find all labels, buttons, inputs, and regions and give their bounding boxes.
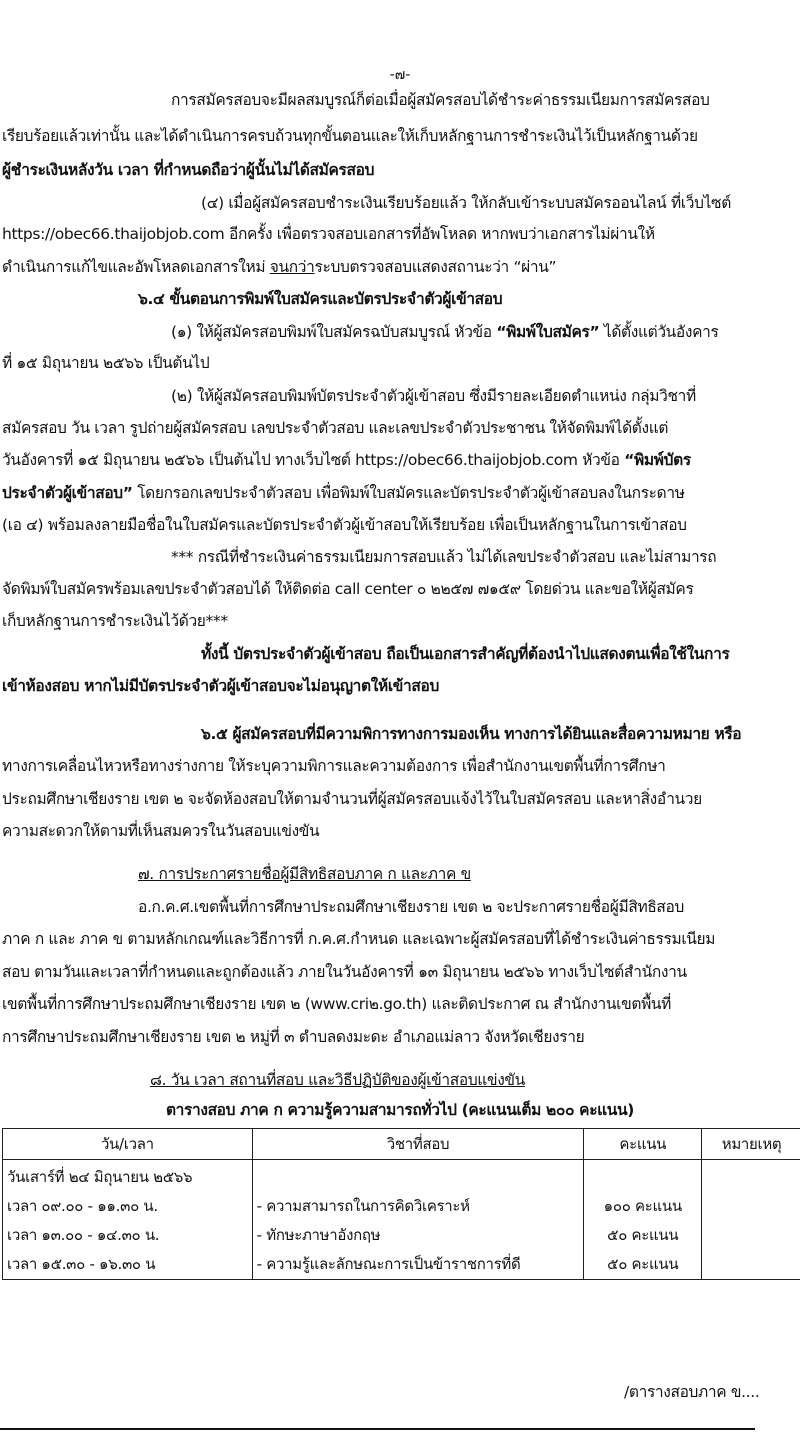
bold-text: ประจำตัวผู้เข้าสอบ” (2, 484, 133, 502)
paragraph-line (2, 481, 685, 505)
column-header-remark: หมายเหตุ (702, 1129, 800, 1160)
paragraph-line: ผู้ชำระเงินหลังวัน เวลา ที่กำหนดถือว่าผู้นั้นไม่ได้สมัครสอบ (2, 161, 375, 179)
paragraph-line: ทางการเคลื่อนไหวหรือทางร่างกาย ให้ระบุความพิการและความต้องการ เพื่อสำนักงานเขตพื้นที่การศึกษา (2, 757, 666, 775)
paragraph-line: ที่ ๑๕ มิถุนายน ๒๕๖๖ เป็นต้นไป (2, 354, 210, 372)
paragraph-line: เขตพื้นที่การศึกษาประถมศึกษาเชียงราย เขต ๒ (www.cri๒.go.th) และติดประกาศ ณ สำนักงานเขตพื้นที่ (2, 995, 672, 1013)
text-span: ระบบตรวจสอบแสดงสถานะว่า “ผ่าน” (314, 258, 557, 276)
table-bottom-border (3, 1279, 253, 1280)
table-bottom-border (584, 1279, 702, 1280)
exam-score: ๕๐ คะแนน (607, 1226, 679, 1244)
spacer (588, 1163, 697, 1192)
exam-subject: - ความรู้และลักษณะการเป็นข้าราชการที่ดี (256, 1255, 521, 1273)
datetime-cell (3, 1160, 253, 1280)
section-heading-7: ๗. การประกาศรายชื่อผู้มีสิทธิสอบภาค ก และภาค ข (138, 865, 471, 883)
table-bottom-border (702, 1279, 800, 1280)
remark-cell (702, 1160, 800, 1280)
score-cell (584, 1160, 702, 1280)
paragraph-line: ความสะดวกให้ตามที่เห็นสมควรในวันสอบแข่งขัน (2, 822, 320, 840)
section-heading-6-4: ๖.๔ ขั้นตอนการพิมพ์ใบสมัครและบัตรประจำตัวผู้เข้าสอบ (138, 290, 503, 308)
exam-time: เวลา ๑๕.๓๐ - ๑๖.๓๐ น (7, 1255, 156, 1273)
paragraph-line: เรียบร้อยแล้วเท่านั้น และได้ดำเนินการครบถ้วนทุกขั้นตอนและให้เก็บหลักฐานการชำระเงินไว้เป็นหลักฐานด้วย (2, 127, 698, 145)
column-header-score: คะแนน (584, 1129, 702, 1160)
exam-subject: - ทักษะภาษาอังกฤษ (256, 1226, 381, 1244)
paragraph-line: ภาค ก และ ภาค ข ตามหลักเกณฑ์และวิธีการที่ ก.ค.ศ.กำหนด และเฉพาะผู้สมัครสอบที่ได้ชำระเงินค่าธรรมเนียม (2, 930, 716, 948)
bold-text: “พิมพ์บัตร (624, 451, 691, 469)
bold-text: “พิมพ์ใบสมัคร” (496, 323, 600, 341)
exam-schedule-table (2, 1128, 800, 1280)
exam-score: ๕๐ คะแนน (607, 1255, 679, 1273)
paragraph-line: ทั้งนี้ บัตรประจำตัวผู้เข้าสอบ ถือเป็นเอกสารสำคัญที่ต้องนำไปแสดงตนเพื่อใช้ในการ (201, 645, 730, 663)
text-span: ดำเนินการแก้ไขและอัพโหลดเอกสารใหม่ (2, 258, 270, 276)
page-number: -๗- (389, 67, 411, 83)
paragraph-line: การศึกษาประถมศึกษาเชียงราย เขต ๒ หมู่ที่ ๓ ตำบลดงมะดะ อำเภอแม่ลาว จังหวัดเชียงราย (2, 1028, 585, 1046)
exam-time: เวลา ๐๙.๐๐ - ๑๑.๓๐ น. (7, 1197, 158, 1215)
text-span: (๑) ให้ผู้สมัครสอบพิมพ์ใบสมัครฉบับสมบูรณ์ หัวข้อ (171, 323, 497, 341)
paragraph-line: (๒) ให้ผู้สมัครสอบพิมพ์บัตรประจำตัวผู้เข้าสอบ ซึ่งมีรายละเอียดตำแหน่ง กลุ่มวิชาที่ (171, 387, 696, 405)
paragraph-line (171, 320, 718, 344)
exam-subject: - ความสามารถในการคิดวิเคราะห์ (256, 1197, 470, 1215)
paragraph-line: (เอ ๔) พร้อมลงลายมือชื่อในใบสมัครและบัตรประจำตัวผู้เข้าสอบให้เรียบร้อย เพื่อเป็นหลักฐานในการเข้าสอบ (2, 516, 687, 534)
text-span: โดยกรอกเลขประจำตัวสอบ เพื่อพิมพ์ใบสมัครและบัตรประจำตัวผู้เข้าสอบลงในกระดาษ (132, 484, 685, 502)
paragraph-line: ประถมศึกษาเชียงราย เขต ๒ จะจัดห้องสอบให้ตามจำนวนที่ผู้สมัครสอบแจ้งไว้ในใบสมัครสอบ และหาสิ่งอำนวย (2, 790, 702, 808)
exam-time: เวลา ๑๓.๐๐ - ๑๔.๓๐ น. (7, 1226, 160, 1244)
paragraph-line (2, 255, 556, 279)
subject-cell (252, 1160, 584, 1280)
paragraph-line (2, 448, 691, 472)
column-header-subject: วิชาที่สอบ (252, 1129, 584, 1160)
column-header-datetime: วัน/เวลา (3, 1129, 253, 1160)
table-caption: ตารางสอบ ภาค ก ความรู้ความสามารถทั่วไป (คะแนนเต็ม ๒๐๐ คะแนน) (165, 1101, 635, 1119)
paragraph-line: *** กรณีที่ชำระเงินค่าธรรมเนียมการสอบแล้ว ไม่ได้เลขประจำตัวสอบ และไม่สามารถ (171, 548, 717, 566)
paragraph-line: (๔) เมื่อผู้สมัครสอบชำระเงินเรียบร้อยแล้ว ให้กลับเข้าระบบสมัครออนไลน์ ที่เว็บไซต์ (201, 194, 731, 212)
exam-score: ๑๐๐ คะแนน (603, 1197, 682, 1215)
paragraph-line: สมัครสอบ วัน เวลา รูปถ่ายผู้สมัครสอบ เลขประจำตัวสอบ และเลขประจำตัวประชาชน ให้จัดพิมพ์ได้ตั้งแต่ (2, 419, 669, 437)
table-bottom-border (252, 1279, 584, 1280)
paragraph-line: สอบ ตามวันและเวลาที่กำหนดและถูกต้องแล้ว ภายในวันอังคารที่ ๑๓ มิถุนายน ๒๕๖๖ ทางเว็บไซต์สำนักงาน (2, 963, 687, 981)
table-row (3, 1160, 800, 1280)
paragraph-line: การสมัครสอบจะมีผลสมบูรณ์ก็ต่อเมื่อผู้สมัครสอบได้ชำระค่าธรรมเนียมการสมัครสอบ (171, 91, 710, 109)
exam-date: วันเสาร์ที่ ๒๔ มิถุนายน ๒๕๖๖ (7, 1168, 193, 1186)
paragraph-line: https://obec66.thaijobjob.com อีกครั้ง เพื่อตรวจสอบเอกสารที่อัพโหลด หากพบว่าเอกสารไม่ผ่านให้ (2, 225, 655, 243)
paragraph-line: จัดพิมพ์ใบสมัครพร้อมเลขประจำตัวสอบได้ ให้ติดต่อ call center ๐ ๒๒๕๗ ๗๑๕๙ โดยด่วน และขอให้ผู้สมัคร (2, 580, 694, 598)
underlined-text: จนกว่า (269, 258, 315, 276)
section-heading-8: ๘. วัน เวลา สถานที่สอบ และวิธีปฏิบัติของผู้เข้าสอบแข่งขัน (150, 1071, 525, 1089)
footer-divider (0, 1428, 755, 1430)
spacer (257, 1163, 580, 1192)
section-heading-6-5: ๖.๕ ผู้สมัครสอบที่มีความพิการทางการมองเห็น ทางการได้ยินและสื่อความหมาย หรือ (201, 725, 742, 743)
paragraph-line: เก็บหลักฐานการชำระเงินไว้ด้วย*** (2, 612, 228, 630)
paragraph-line: อ.ก.ค.ศ.เขตพื้นที่การศึกษาประถมศึกษาเชียงราย เขต ๒ จะประกาศรายชื่อผู้มีสิทธิสอบ (138, 898, 684, 916)
continuation-note: /ตารางสอบภาค ข.... (624, 1383, 760, 1401)
paragraph-line: เข้าห้องสอบ หากไม่มีบัตรประจำตัวผู้เข้าสอบจะไม่อนุญาตให้เข้าสอบ (2, 677, 439, 695)
table-header-row (3, 1129, 800, 1160)
table-bottom-row (3, 1279, 800, 1280)
text-span: วันอังคารที่ ๑๕ มิถุนายน ๒๕๖๖ เป็นต้นไป ทางเว็บไซต์ https://obec66.thaijobjob.com หัวข้อ (2, 451, 625, 469)
text-span: ได้ตั้งแต่วันอังคาร (599, 323, 719, 341)
